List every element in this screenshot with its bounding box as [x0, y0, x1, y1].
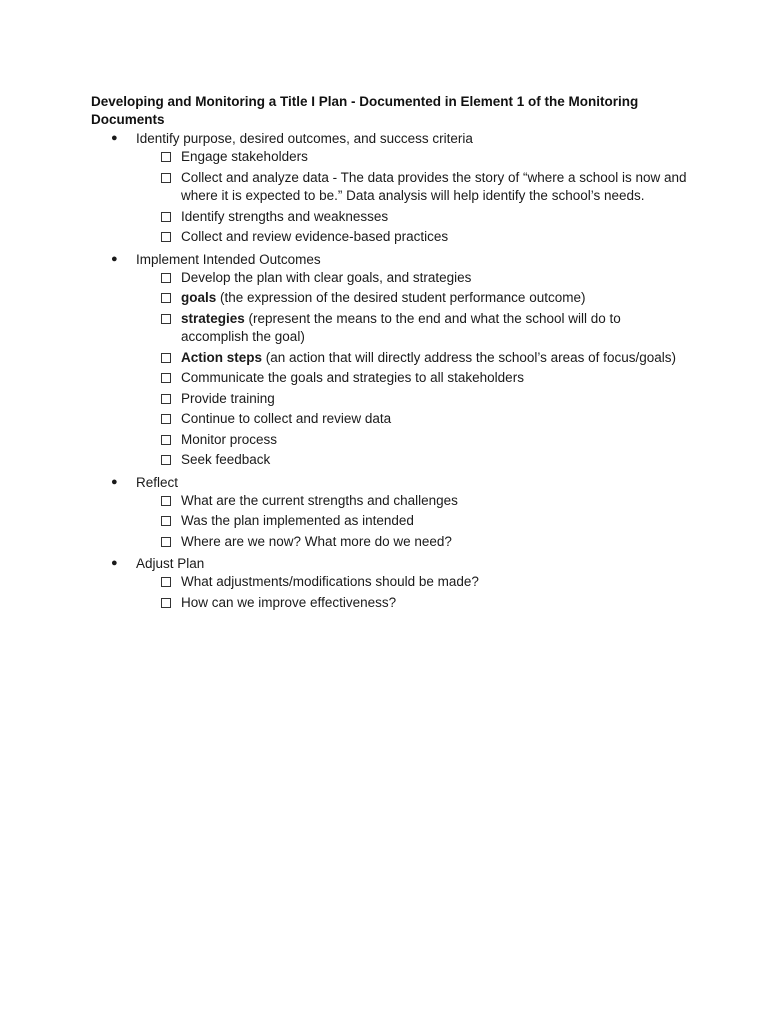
checklist-item-text: How can we improve effectiveness? [181, 594, 397, 610]
checklist [136, 269, 691, 473]
section-label: Implement Intended Outcomes [136, 251, 321, 267]
checklist-item [136, 228, 691, 247]
checkbox-icon[interactable] [161, 435, 171, 445]
checklist-item-text: (an action that will directly address the school’s areas of focus/goals) [262, 349, 676, 365]
section-list-item [91, 473, 691, 555]
checklist-item [136, 573, 691, 592]
checklist-item [136, 349, 691, 368]
checkbox-icon[interactable] [161, 314, 171, 324]
checklist-item-text: Develop the plan with clear goals, and strategies [181, 269, 472, 285]
checklist-item-keyword: strategies [181, 310, 245, 326]
checkbox-icon[interactable] [161, 173, 171, 183]
bullet-icon: ● [111, 475, 118, 488]
checklist-item [136, 492, 691, 511]
checklist-item [136, 289, 691, 308]
checkbox-icon[interactable] [161, 152, 171, 162]
checklist-item-text: What are the current strengths and challenges [181, 492, 458, 508]
checklist-item-text: Continue to collect and review data [181, 411, 392, 426]
checklist-item-text: Was the plan implemented as intended [181, 513, 414, 528]
checklist-item [136, 410, 691, 429]
checkbox-icon[interactable] [161, 455, 171, 465]
checklist-item [136, 451, 691, 470]
checklist-item [136, 512, 691, 531]
checkbox-icon[interactable] [161, 414, 171, 424]
checklist-item-text: (represent the means to the end and what the school will do to accomplish the goal) [181, 310, 621, 344]
checkbox-icon[interactable] [161, 273, 171, 283]
checklist-item [136, 310, 691, 347]
section-list-item [91, 129, 691, 250]
checklist-item-keyword: goals [181, 290, 217, 305]
checklist-item-text: Communicate the goals and strategies to all stakeholders [181, 370, 524, 385]
bullet-icon: ● [111, 252, 118, 265]
checklist-item-text: What adjustments/modifications should be made? [181, 574, 479, 589]
checkbox-icon[interactable] [161, 212, 171, 222]
checkbox-icon[interactable] [161, 394, 171, 404]
checklist-item [136, 169, 691, 206]
checklist-item [136, 208, 691, 227]
document-title: Developing and Monitoring a Title I Plan - Documented in Element 1 of the Monitoring Documents [91, 94, 639, 127]
checkbox-icon[interactable] [161, 516, 171, 526]
checklist-item [136, 269, 691, 288]
bullet-icon: ● [111, 132, 118, 144]
checklist-item [136, 148, 691, 167]
section-list-item [91, 554, 691, 615]
section-label: Adjust Plan [136, 556, 205, 571]
bullet-icon: ● [111, 557, 118, 569]
checkbox-icon[interactable] [161, 373, 171, 383]
section-label: Reflect [136, 474, 179, 490]
checkbox-icon[interactable] [161, 598, 171, 608]
checklist [136, 492, 691, 555]
section-list [91, 129, 691, 615]
checklist-item [136, 533, 691, 552]
checkbox-icon[interactable] [161, 537, 171, 547]
section-list-item [91, 250, 691, 473]
checklist-item-text: Engage stakeholders [181, 149, 308, 164]
section-label: Identify purpose, desired outcomes, and success criteria [136, 131, 473, 146]
checklist-item-text: Seek feedback [181, 452, 271, 467]
checklist-item [136, 390, 691, 409]
checkbox-icon[interactable] [161, 353, 171, 363]
checklist-item-keyword: Action steps [181, 349, 263, 365]
checkbox-icon[interactable] [161, 293, 171, 303]
checklist-item-text: Collect and analyze data - The data provides the story of “where a school is now and where it is expected to be.” Data analysis will help identify the school’s needs. [181, 169, 687, 203]
checklist-item-text: Identify strengths and weaknesses [181, 208, 389, 224]
document-body [91, 93, 691, 615]
checklist-item-text: (the expression of the desired student performance outcome) [216, 290, 586, 305]
checklist-item-text: Monitor process [181, 431, 278, 447]
checklist-item [136, 594, 691, 613]
checklist-item-text: Collect and review evidence-based practices [181, 229, 449, 244]
checklist [136, 573, 691, 615]
checklist-item [136, 369, 691, 388]
checkbox-icon[interactable] [161, 496, 171, 506]
checklist-item-text: Provide training [181, 390, 275, 406]
checklist-item [136, 431, 691, 450]
checkbox-icon[interactable] [161, 577, 171, 587]
checklist-item-text: Where are we now? What more do we need? [181, 533, 452, 549]
checklist [136, 148, 691, 250]
checkbox-icon[interactable] [161, 232, 171, 242]
